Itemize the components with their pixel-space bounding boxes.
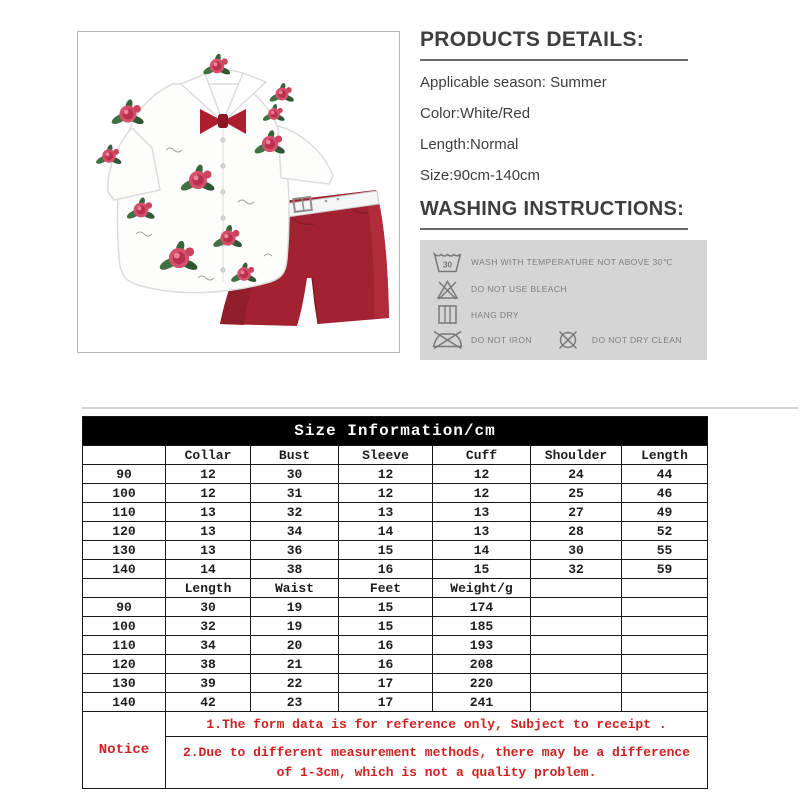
- size-row: [83, 522, 708, 541]
- size-cell: [622, 674, 708, 693]
- notice-line-1: 1.The form data is for reference only, Subject to receipt .: [166, 712, 708, 737]
- size-cell: [622, 598, 708, 617]
- size-cell: 16: [339, 655, 433, 674]
- size-cell: 13: [166, 503, 251, 522]
- size-cell: [531, 655, 622, 674]
- column-header: Collar: [166, 446, 251, 465]
- washing-instruction-label: WASH WITH TEMPERATURE NOT ABOVE 30℃: [471, 256, 673, 267]
- size-cell: [622, 693, 708, 712]
- size-cell: 140: [83, 560, 166, 579]
- size-cell: 23: [251, 693, 339, 712]
- size-cell: 12: [433, 465, 531, 484]
- size-cell: 15: [339, 598, 433, 617]
- size-cell: 14: [339, 522, 433, 541]
- size-cell: 39: [166, 674, 251, 693]
- size-cell: 90: [83, 465, 166, 484]
- size-cell: [622, 636, 708, 655]
- size-cell: [531, 674, 622, 693]
- size-row: [83, 465, 708, 484]
- size-cell: [531, 598, 622, 617]
- size-cell: 32: [251, 503, 339, 522]
- size-table-body: [83, 417, 708, 789]
- size-cell: 220: [433, 674, 531, 693]
- size-cell: 15: [339, 617, 433, 636]
- size-cell: 12: [166, 484, 251, 503]
- hang-dry-icon: [431, 305, 463, 324]
- details-panel: [420, 28, 712, 360]
- product-detail-line: Applicable season: Summer: [420, 74, 607, 92]
- size-cell: 12: [339, 465, 433, 484]
- size-cell: 31: [251, 484, 339, 503]
- size-cell: [531, 636, 622, 655]
- size-cell: 21: [251, 655, 339, 674]
- washing-instruction-label: DO NOT DRY CLEAN: [591, 335, 682, 346]
- size-row: [83, 693, 708, 712]
- column-header: [83, 579, 166, 598]
- size-cell: 22: [251, 674, 339, 693]
- washing-instruction: [431, 279, 567, 300]
- size-cell: 20: [251, 636, 339, 655]
- column-header: Cuff: [433, 446, 531, 465]
- title-underline: [420, 228, 688, 230]
- size-cell: 110: [83, 636, 166, 655]
- size-cell: 13: [166, 541, 251, 560]
- size-cell: 16: [339, 636, 433, 655]
- washing-instruction-row: [431, 251, 701, 273]
- size-cell: 28: [531, 522, 622, 541]
- size-cell: 185: [433, 617, 531, 636]
- product-photo-frame: [77, 31, 400, 353]
- size-table: [82, 416, 708, 789]
- size-cell: 27: [531, 503, 622, 522]
- size-cell: 17: [339, 674, 433, 693]
- size-cell: 13: [166, 522, 251, 541]
- wash-30-icon: [431, 251, 463, 273]
- size-cell: 32: [166, 617, 251, 636]
- product-detail-line: Size:90cm-140cm: [420, 167, 541, 185]
- size-cell: 12: [166, 465, 251, 484]
- size-cell: 24: [531, 465, 622, 484]
- washing-instruction-row: [431, 279, 701, 300]
- section-divider: [82, 407, 798, 409]
- size-cell: 32: [531, 560, 622, 579]
- column-header: Shoulder: [531, 446, 622, 465]
- size-cell: 13: [339, 503, 433, 522]
- column-header: [622, 579, 708, 598]
- size-cell: 17: [339, 693, 433, 712]
- washing-instruction-label: HANG DRY: [471, 309, 519, 320]
- size-cell: 55: [622, 541, 708, 560]
- size-row: [83, 598, 708, 617]
- size-cell: 120: [83, 522, 166, 541]
- size-row: [83, 541, 708, 560]
- size-cell: 174: [433, 598, 531, 617]
- size-cell: 120: [83, 655, 166, 674]
- column-header: [83, 446, 166, 465]
- size-cell: 16: [339, 560, 433, 579]
- size-cell: 208: [433, 655, 531, 674]
- washing-instruction-row: [431, 330, 701, 350]
- washing-instruction-label: DO NOT USE BLEACH: [471, 284, 567, 295]
- column-header: Sleeve: [339, 446, 433, 465]
- product-photo: [78, 32, 399, 352]
- column-header: Waist: [251, 579, 339, 598]
- size-cell: 19: [251, 617, 339, 636]
- size-cell: [531, 693, 622, 712]
- size-cell: 13: [433, 522, 531, 541]
- size-row: [83, 560, 708, 579]
- size-row: [83, 674, 708, 693]
- size-cell: 19: [251, 598, 339, 617]
- size-cell: 12: [339, 484, 433, 503]
- size-cell: 38: [251, 560, 339, 579]
- washing-instruction-row: [431, 305, 701, 324]
- size-cell: 52: [622, 522, 708, 541]
- size-cell: 34: [251, 522, 339, 541]
- notice-line-2: 2.Due to different measurement methods, there may be a difference of 1-3cm, which is not a quality problem.: [166, 737, 708, 789]
- size-cell: 90: [83, 598, 166, 617]
- size-cell: 59: [622, 560, 708, 579]
- washing-instruction: [431, 330, 532, 350]
- size-row: [83, 503, 708, 522]
- size-cell: 193: [433, 636, 531, 655]
- product-detail-line: Length:Normal: [420, 136, 519, 154]
- size-cell: 110: [83, 503, 166, 522]
- products-details-title: PRODUCTS DETAILS:: [420, 28, 645, 51]
- size-table-title: Size Information/cm: [83, 417, 708, 446]
- size-cell: 15: [433, 560, 531, 579]
- svg-text:30: 30: [442, 260, 452, 270]
- column-header: Length: [166, 579, 251, 598]
- washing-instruction: [431, 251, 673, 273]
- washing-instruction: [431, 305, 519, 324]
- size-cell: [622, 617, 708, 636]
- size-cell: 12: [433, 484, 531, 503]
- size-cell: 42: [166, 693, 251, 712]
- size-cell: [622, 655, 708, 674]
- size-cell: 130: [83, 541, 166, 560]
- size-cell: 140: [83, 693, 166, 712]
- washing-instruction-label: DO NOT IRON: [471, 335, 532, 346]
- size-cell: 30: [531, 541, 622, 560]
- column-header-row: [83, 446, 708, 465]
- no-bleach-icon: [431, 279, 463, 300]
- size-cell: 241: [433, 693, 531, 712]
- size-cell: 30: [251, 465, 339, 484]
- size-cell: 15: [339, 541, 433, 560]
- title-underline: [420, 59, 688, 61]
- size-cell: 14: [433, 541, 531, 560]
- size-cell: 49: [622, 503, 708, 522]
- size-row: [83, 617, 708, 636]
- size-cell: 14: [166, 560, 251, 579]
- size-cell: [531, 617, 622, 636]
- column-header-row: [83, 579, 708, 598]
- size-cell: 13: [433, 503, 531, 522]
- washing-instruction: [552, 330, 682, 350]
- size-cell: 100: [83, 484, 166, 503]
- size-cell: 44: [622, 465, 708, 484]
- size-cell: 30: [166, 598, 251, 617]
- washing-instructions-title: WASHING INSTRUCTIONS:: [420, 198, 685, 221]
- size-cell: 34: [166, 636, 251, 655]
- column-header: [531, 579, 622, 598]
- size-row: [83, 484, 708, 503]
- size-row: [83, 655, 708, 674]
- size-cell: 100: [83, 617, 166, 636]
- column-header: Weight/g: [433, 579, 531, 598]
- size-cell: 46: [622, 484, 708, 503]
- column-header: Feet: [339, 579, 433, 598]
- size-cell: 25: [531, 484, 622, 503]
- column-header: Length: [622, 446, 708, 465]
- size-cell: 36: [251, 541, 339, 560]
- no-iron-icon: [431, 330, 463, 350]
- size-cell: 38: [166, 655, 251, 674]
- column-header: Bust: [251, 446, 339, 465]
- no-dry-clean-icon: [552, 330, 584, 350]
- size-cell: 130: [83, 674, 166, 693]
- product-details-list: [420, 74, 712, 184]
- notice-label: Notice: [83, 712, 166, 789]
- size-row: [83, 636, 708, 655]
- washing-box: [420, 240, 707, 360]
- product-detail-line: Color:White/Red: [420, 105, 531, 123]
